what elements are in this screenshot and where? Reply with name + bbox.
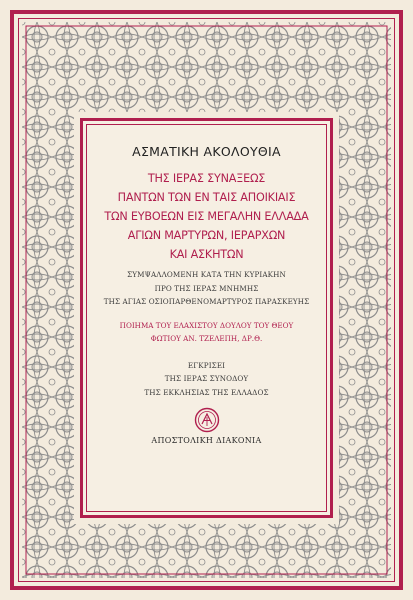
approval-line: ΕΓΚΡΙΣΕΙ: [187, 360, 226, 370]
approval-line: ΤΗΣ ΙΕΡΑΣ ΣΥΝΟΔΟΥ: [164, 374, 249, 383]
heading-line: ΠΑΝΤΩΝ ΤΩΝ ΕΝ ΤΑΙΣ ΑΠΟΙΚΙΑΙΣ: [117, 191, 296, 204]
publisher-name: ΑΠΟΣΤΟΛΙΚΗ ΔΙΑΚΟΝΙΑ: [151, 436, 262, 445]
cover-subtitle: [90, 268, 323, 309]
heading-line: ΤΩΝ ΕΥΒΟΕΩΝ ΕΙΣ ΜΕΓΑΛΗΝ ΕΛΛΑΔΑ: [104, 210, 309, 223]
author-line: ΠΟΙΗΜΑ ΤΟΥ ΕΛΑΧΙΣΤΟΥ ΔΟΥΛΟΥ ΤΟΥ ΘΕΟΥ: [119, 320, 294, 330]
cover-author: [90, 319, 323, 346]
subtitle-line: ΤΗΣ ΑΓΙΑΣ ΟΣΙΟΠΑΡΘΕΝΟΜΑΡΤΥΡΟΣ ΠΑΡΑΣΚΕΥΗΣ: [103, 297, 310, 306]
heading-line: ΑΓΙΩΝ ΜΑΡΤΥΡΩΝ, ΙΕΡΑΡΧΩΝ: [127, 229, 286, 242]
heading-line: ΚΑΙ ΑΣΚΗΤΩΝ: [169, 248, 244, 261]
publisher-seal-icon: [194, 407, 220, 433]
approval-line: ΤΗΣ ΕΚΚΛΗΣΙΑΣ ΤΗΣ ΕΛΛΑΔΟΣ: [144, 387, 269, 397]
subtitle-line: ΠΡΟ ΤΗΣ ΙΕΡΑΣ ΜΝΗΜΗΣ: [154, 283, 259, 293]
cover-approval: [90, 359, 323, 400]
cover-heading: [90, 169, 323, 264]
heading-line: ΤΗΣ ΙΕΡΑΣ ΣΥΝΑΞΕΩΣ: [147, 172, 266, 185]
cover-content: [90, 128, 323, 445]
cover-title: ΑΣΜΑΤΙΚΗ ΑΚΟΛΟΥΘΙΑ: [132, 144, 281, 159]
subtitle-line: ΣΥΜΨΑΛΛΟΜΕΝΗ ΚΑΤΑ ΤΗΝ ΚΥΡΙΑΚΗΝ: [127, 270, 286, 279]
author-line: ΦΩΤΙΟΥ ΑΝ. ΤΖΕΛΕΠΗ, ΔΡ.Θ.: [150, 334, 263, 343]
